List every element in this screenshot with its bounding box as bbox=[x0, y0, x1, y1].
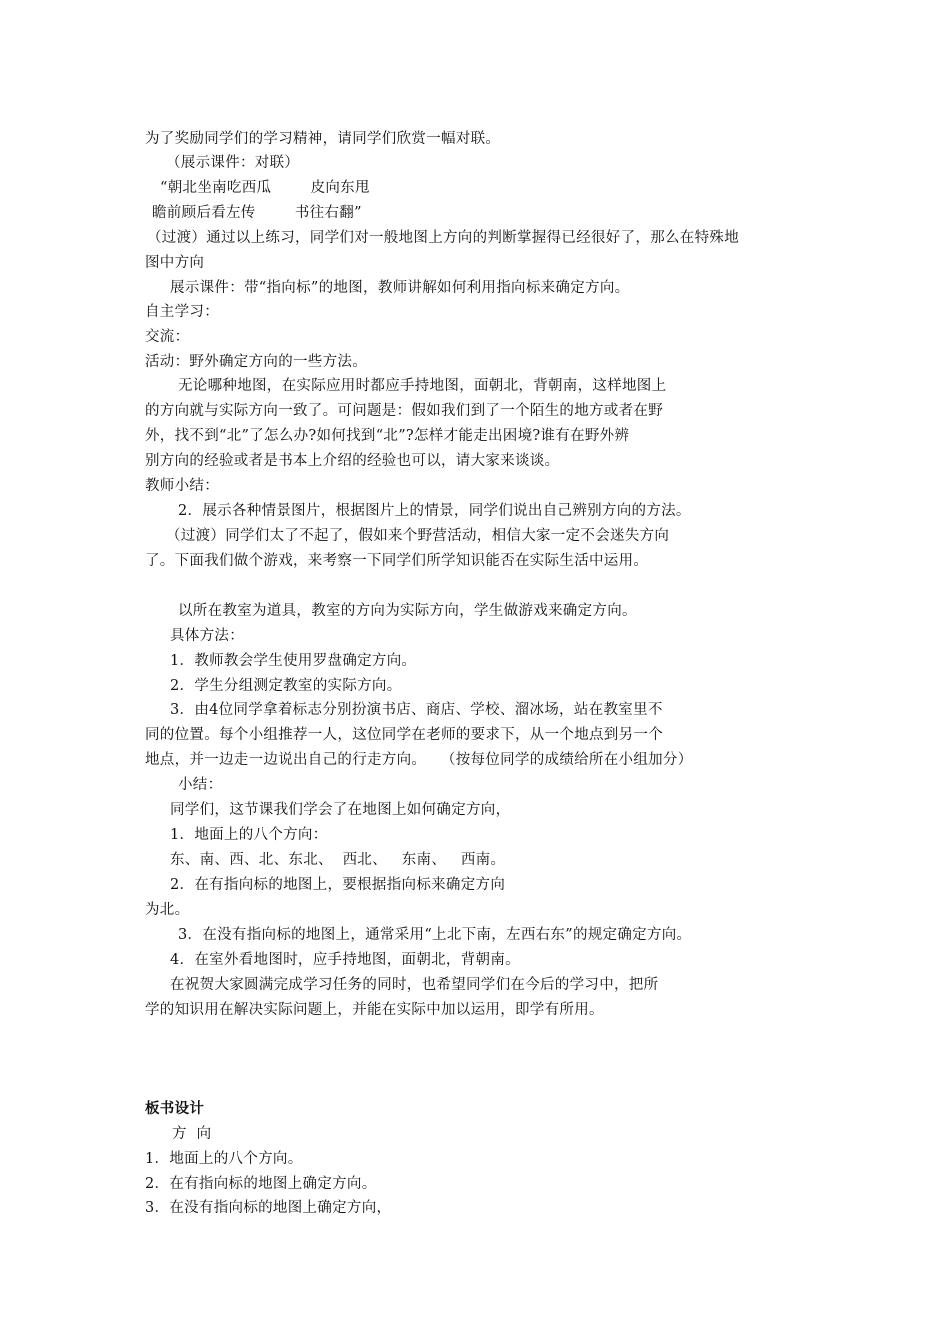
text-line: 无论哪种地图，在实际应用时都应手持地图，面朝北，背朝南，这样地图上 bbox=[178, 378, 667, 394]
text-line: 活动：野外确定方向的一些方法。 bbox=[145, 354, 367, 370]
text-line: （展示课件：对联） bbox=[166, 155, 300, 171]
text-line: 2．学生分组测定教室的实际方向。 bbox=[170, 678, 402, 694]
text-line: 同的位置。每个小组推荐一人，这位同学在老师的要求下，从一个地点到另一个 bbox=[145, 727, 663, 743]
text-line: “朝北坐南吃西瓜 皮向东甩 bbox=[160, 180, 370, 196]
board-design-heading: 板书设计 bbox=[145, 1100, 205, 1117]
text-line: 同学们，这节课我们学会了在地图上如何确定方向， bbox=[170, 802, 511, 818]
text-line: 3．在没有指向标的地图上，通常采用“上北下南，左西右东”的规定确定方向。 bbox=[178, 927, 692, 943]
text-line: 1．教师教会学生使用罗盘确定方向。 bbox=[170, 653, 417, 669]
board-item: 1．地面上的八个方向。 bbox=[145, 1151, 303, 1167]
text-line: 的方向就与实际方向一致了。可问题是：假如我们到了一个陌生的地方或者在野 bbox=[145, 403, 663, 419]
section-label: 教师小结： bbox=[145, 478, 219, 494]
text-line: 别方向的经验或者是书本上介绍的经验也可以，请大家来谈谈。 bbox=[145, 453, 560, 469]
text-line: 东、南、西、北、东北、 西北、 东南、 西南。 bbox=[170, 852, 506, 868]
text-line: 在祝贺大家圆满完成学习任务的同时，也希望同学们在今后的学习中，把所 bbox=[170, 977, 659, 993]
text-line: 学的知识用在解决实际问题上，并能在实际中加以运用，即学有所用。 bbox=[145, 1002, 604, 1018]
text-line: 图中方向 bbox=[145, 255, 205, 271]
text-line: 4．在室外看地图时，应手持地图，面朝北，背朝南。 bbox=[170, 952, 520, 968]
text-line: 地点，并一边走一边说出自己的行走方向。 （按每位同学的成绩给所在小组加分） bbox=[145, 752, 693, 768]
board-item: 2．在有指向标的地图上确定方向。 bbox=[145, 1176, 377, 1192]
text-line: 2．展示各种情景图片，根据图片上的情景，同学们说出自己辨别方向的方法。 bbox=[178, 503, 691, 519]
text-line: 以所在教室为道具，教室的方向为实际方向，学生做游戏来确定方向。 bbox=[178, 603, 637, 619]
text-line: 3．由4位同学拿着标志分别扮演书店、商店、学校、溜冰场，站在教室里不 bbox=[170, 702, 663, 718]
text-line: （过渡）通过以上练习，同学们对一般地图上方向的判断掌握得已经很好了，那么在特殊地 bbox=[147, 230, 739, 246]
text-line: 外，找不到“北”了怎么办?如何找到“北”?怎样才能走出困境?谁有在野外辨 bbox=[145, 428, 630, 444]
text-line: 为了奖励同学们的学习精神，请同学们欣赏一幅对联。 bbox=[145, 131, 501, 147]
text-line: 了。下面我们做个游戏，来考察一下同学们所学知识能否在实际生活中运用。 bbox=[145, 553, 649, 569]
section-label: 交流： bbox=[145, 329, 190, 345]
text-line: （过渡）同学们太了不起了，假如来个野营活动，相信大家一定不会迷失方向 bbox=[166, 528, 670, 544]
text-line: 瞻前顾后看左传 书往右翻” bbox=[152, 205, 362, 221]
text-line: 1．地面上的八个方向： bbox=[170, 827, 328, 843]
board-item: 3．在没有指向标的地图上确定方向， bbox=[145, 1200, 392, 1216]
section-label: 小结： bbox=[178, 777, 223, 793]
text-line: 2．在有指向标的地图上，要根据指向标来确定方向 bbox=[170, 877, 506, 893]
text-line: 展示课件：带“指向标”的地图，教师讲解如何利用指向标来确定方向。 bbox=[170, 280, 630, 296]
section-label: 自主学习： bbox=[145, 304, 219, 320]
board-title: 方 向 bbox=[172, 1126, 212, 1142]
text-line: 具体方法： bbox=[170, 628, 244, 644]
text-line: 为北。 bbox=[145, 902, 190, 918]
